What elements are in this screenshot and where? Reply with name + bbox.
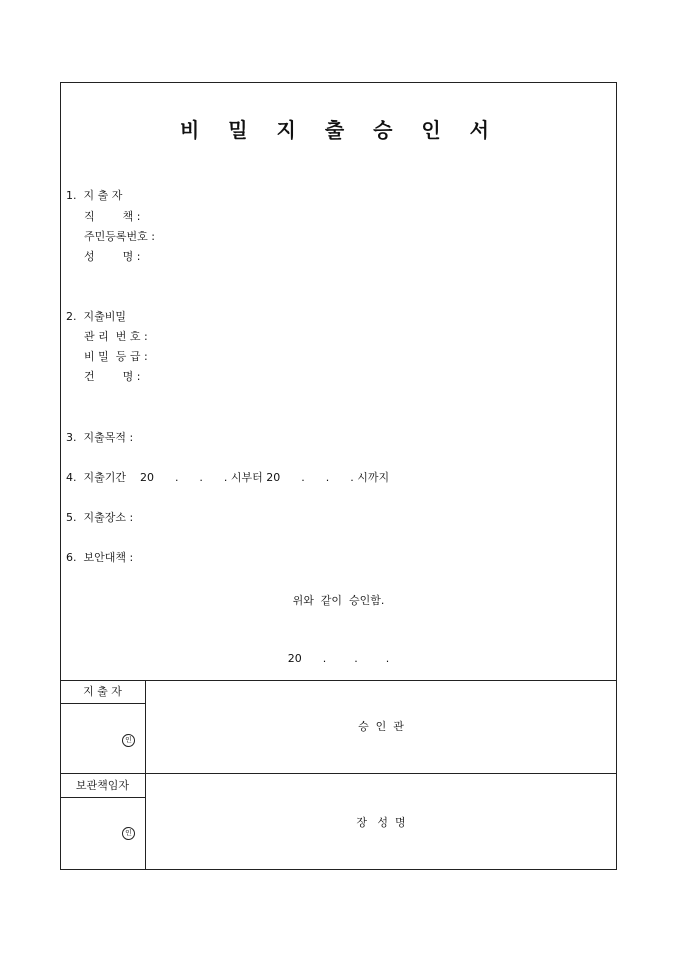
name-field-label: 성 명 : <box>84 250 141 263</box>
table-top-line <box>60 680 617 681</box>
custodian-label: 보관책임자 <box>75 779 130 792</box>
head-name-label: 장 성 명 <box>356 816 406 829</box>
spender-seal-mark: 인 <box>122 734 135 747</box>
section5-location: 5. 지출장소 : <box>66 511 134 524</box>
approval-statement: 위와 같이 승인함. <box>292 594 385 607</box>
table-middle-line <box>60 773 617 774</box>
section6-security-measures: 6. 보안대책 : <box>66 551 134 564</box>
section3-purpose: 3. 지출목적 : <box>66 431 134 444</box>
section1-heading: 1. 지 출 자 <box>66 189 123 202</box>
spender-label-divider <box>60 703 145 704</box>
resident-number-field-label: 주민등록번호 : <box>84 230 155 243</box>
table-column-divider <box>145 680 146 870</box>
control-number-field-label: 관 리 번 호 : <box>84 330 148 343</box>
approver-label: 승 인 관 <box>358 720 404 733</box>
section2-heading: 2. 지출비밀 <box>66 310 126 323</box>
spender-label: 지 출 자 <box>83 685 122 698</box>
document-title: 비 밀 지 출 승 인 서 <box>179 118 501 142</box>
approval-date: 20 . . . <box>287 652 390 665</box>
subject-field-label: 건 명 : <box>84 370 141 383</box>
classification-level-field-label: 비 밀 등 급 : <box>84 350 148 363</box>
custodian-seal-mark: 인 <box>122 827 135 840</box>
section4-period: 4. 지출기간 20 . . . 시부터 20 . . . 시까지 <box>66 471 390 484</box>
custodian-label-divider <box>60 797 145 798</box>
position-field-label: 직 책 : <box>84 210 141 223</box>
